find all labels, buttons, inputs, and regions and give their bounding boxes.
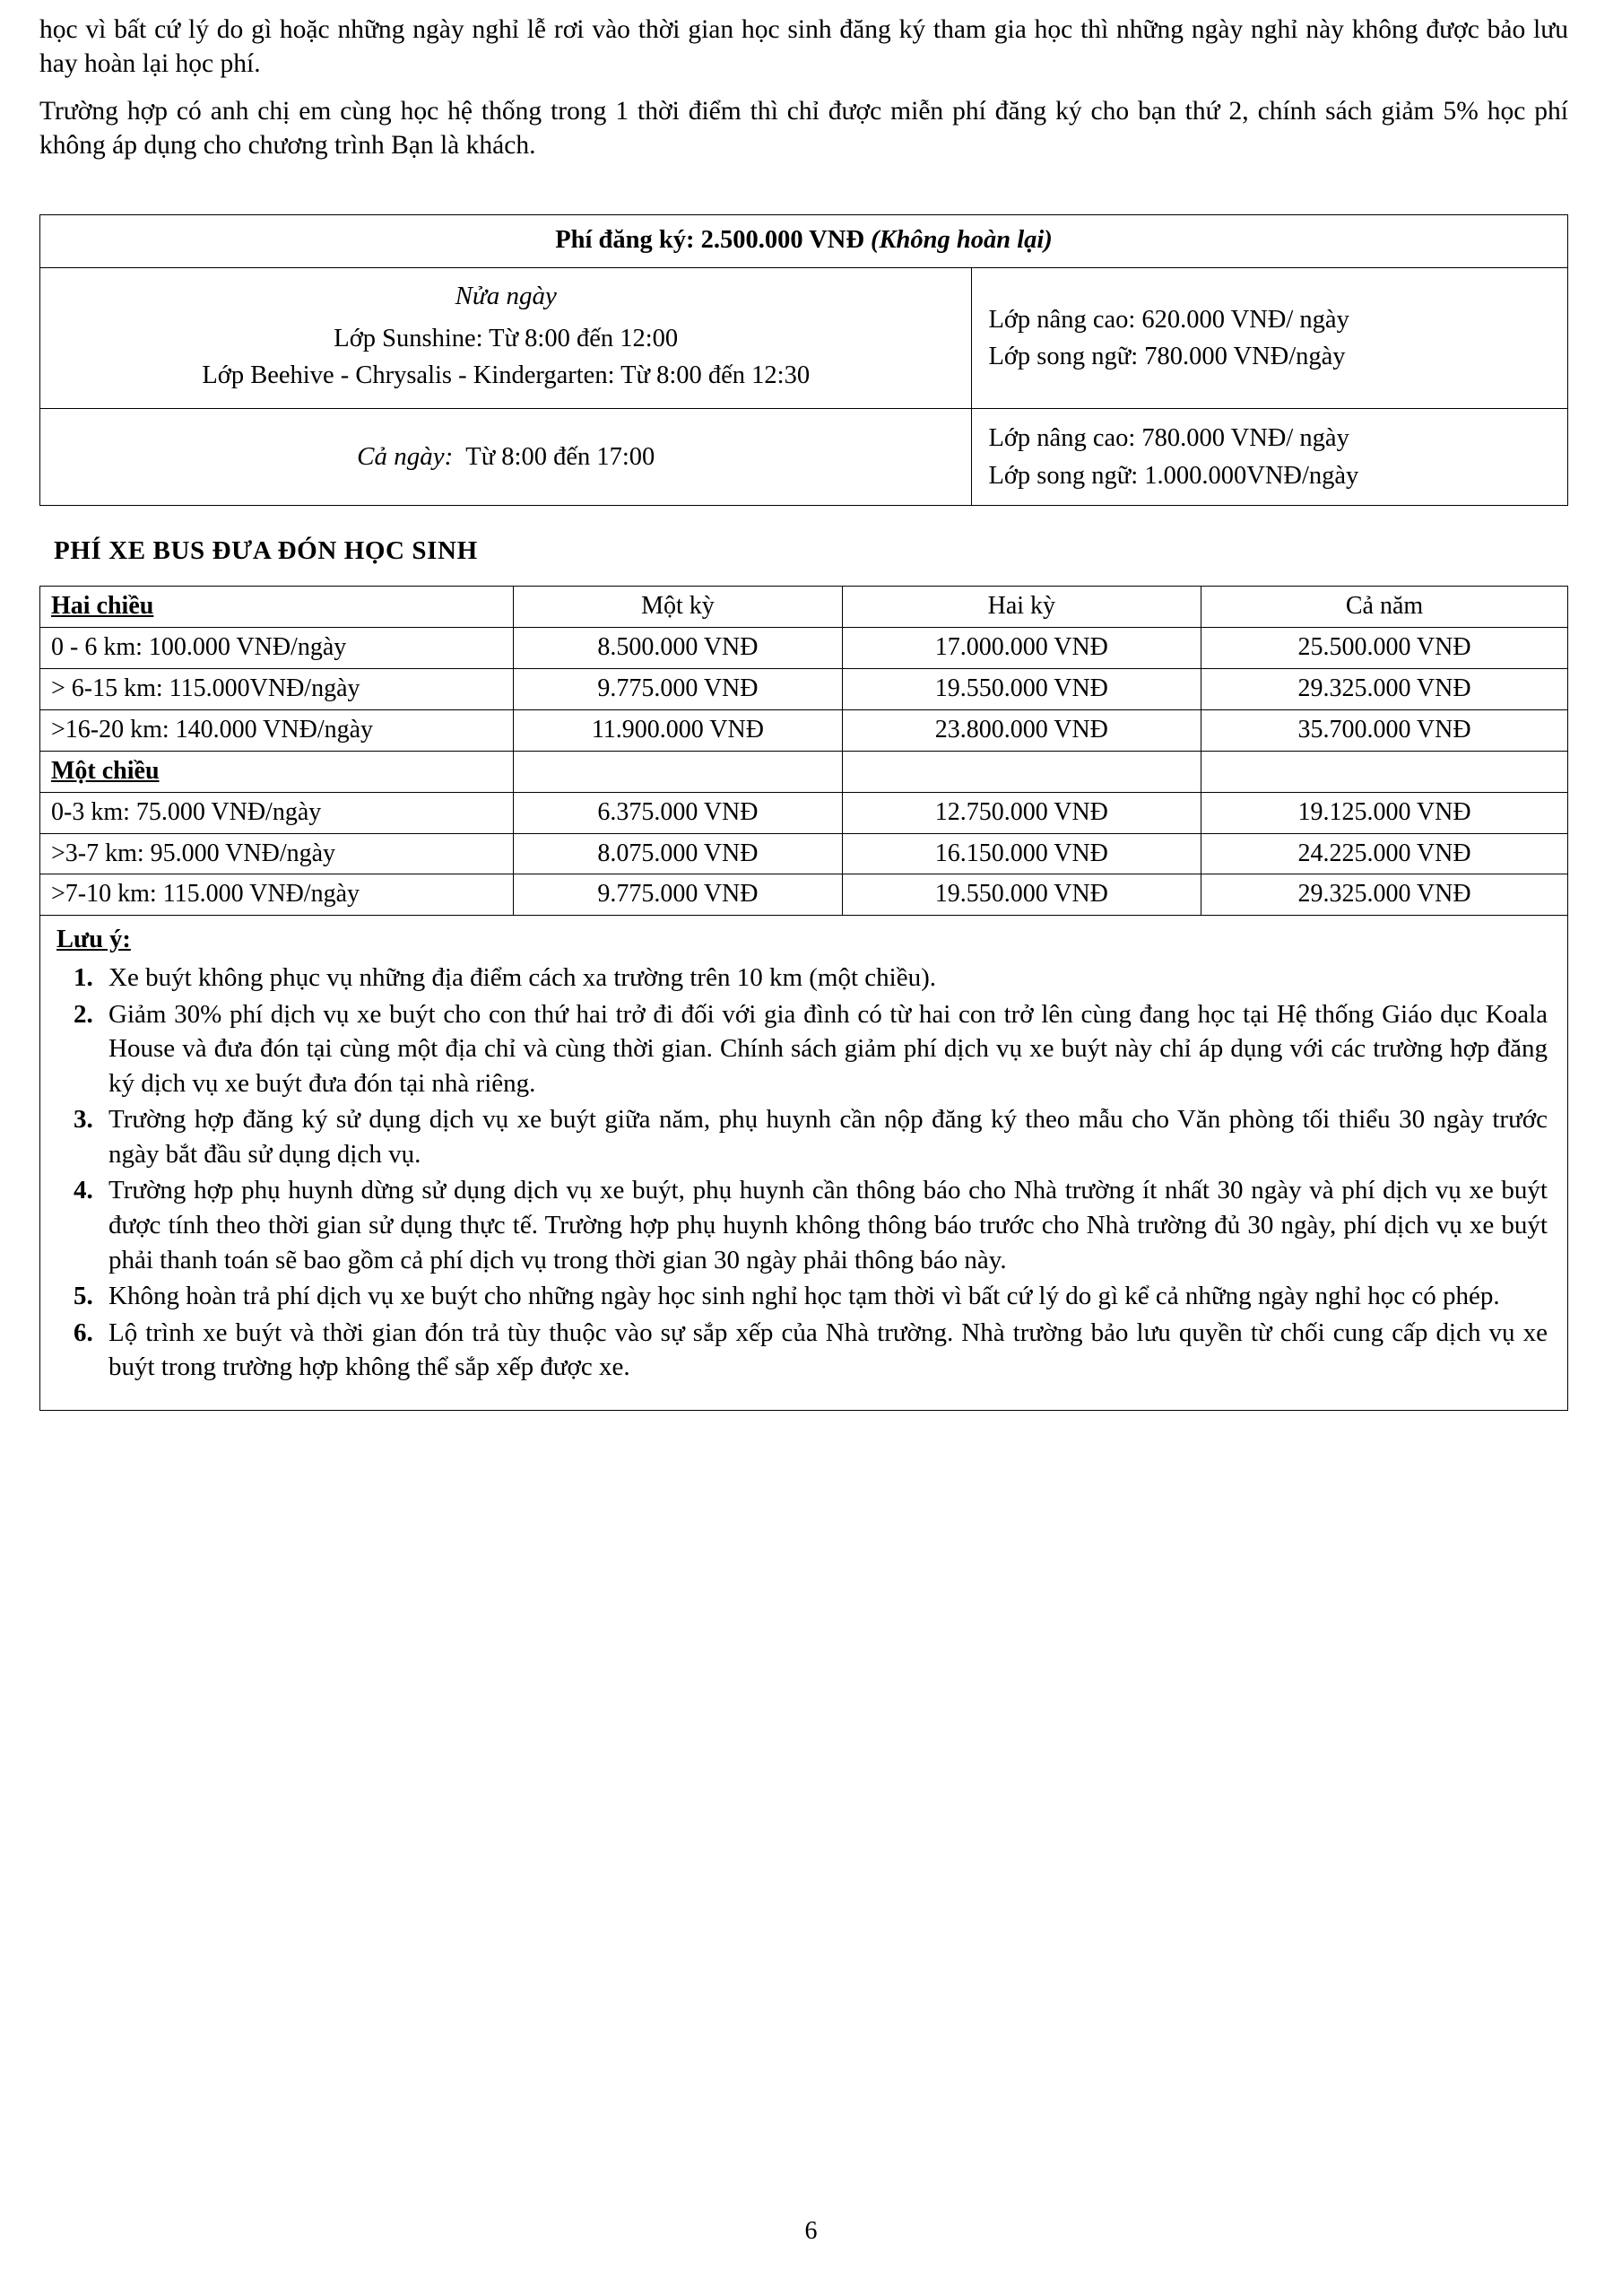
notes-title: Lưu ý:	[56, 926, 131, 954]
full-day-price-bilingual: Lớp song ngữ: 1.000.000VNĐ/ngày	[988, 461, 1359, 490]
registration-fee-italic: (Không hoàn lại)	[871, 226, 1053, 255]
table-row	[40, 409, 1568, 506]
two-way-r2-two-terms: 19.550.000 VNĐ	[842, 668, 1201, 709]
two-way-r1-full-year: 25.500.000 VNĐ	[1201, 627, 1568, 668]
intro-paragraph-2: Trường hợp có anh chị em cùng học hệ thống trong 1 thời điểm thì chỉ được miễn phí đăng ký cho bạn thứ 2, chính sách giảm 5% học phí không áp dụng cho chương trình Bạn là khách.	[39, 96, 1568, 161]
registration-fee-title	[40, 215, 1568, 268]
list-item: 2. Giảm 30% phí dịch vụ xe buýt cho con thứ hai trở đi đối với gia đình có từ hai con trở lên cùng đang học tại Hệ thống Giáo dục Koala House và đưa đón tại cùng một địa chỉ và cùng thời gian. Chính sách giảm phí dịch vụ xe buýt này chỉ áp dụng với các trường hợp đăng ký dịch vụ xe buýt đưa đón tại nhà riêng.	[100, 997, 1548, 1101]
full-day-cell	[40, 409, 972, 506]
one-way-r3-one-term: 9.775.000 VNĐ	[514, 874, 842, 916]
one-way-r2-one-term: 8.075.000 VNĐ	[514, 833, 842, 874]
one-way-range-1: 0-3 km: 75.000 VNĐ/ngày	[40, 792, 514, 833]
list-item: 6. Lộ trình xe buýt và thời gian đón trả tùy thuộc vào sự sắp xếp của Nhà trường. Nhà trường bảo lưu quyền từ chối cung cấp dịch vụ xe buýt trong trường hợp không thể sắp xếp được xe.	[100, 1316, 1548, 1385]
notes-cell	[40, 916, 1568, 1410]
two-way-r3-two-terms: 23.800.000 VNĐ	[842, 709, 1201, 751]
two-way-r2-one-term: 9.775.000 VNĐ	[514, 668, 842, 709]
one-way-r1-two-terms: 12.750.000 VNĐ	[842, 792, 1201, 833]
table-row	[40, 709, 1568, 751]
one-way-r1-one-term: 6.375.000 VNĐ	[514, 792, 842, 833]
one-way-r3-full-year: 29.325.000 VNĐ	[1201, 874, 1568, 916]
bus-section-heading: PHÍ XE BUS ĐƯA ĐÓN HỌC SINH	[54, 535, 478, 565]
half-day-price-advanced: Lớp nâng cao: 620.000 VNĐ/ ngày	[988, 305, 1349, 334]
two-way-r1-one-term: 8.500.000 VNĐ	[514, 627, 842, 668]
column-header-one-term: Một kỳ	[514, 586, 842, 627]
half-day-label: Nửa ngày	[455, 282, 557, 311]
full-day-time: Từ 8:00 đến 17:00	[465, 442, 655, 471]
table-row	[40, 215, 1568, 268]
table-row	[40, 268, 1568, 409]
two-way-r1-two-terms: 17.000.000 VNĐ	[842, 627, 1201, 668]
two-way-range-2: > 6-15 km: 115.000VNĐ/ngày	[40, 668, 514, 709]
two-way-r3-full-year: 35.700.000 VNĐ	[1201, 709, 1568, 751]
table-row	[40, 792, 1568, 833]
one-way-range-3: >7-10 km: 115.000 VNĐ/ngày	[40, 874, 514, 916]
list-item: 5. Không hoàn trả phí dịch vụ xe buýt cho những ngày học sinh nghỉ học tạm thời vì bất cứ lý do gì kể cả những ngày nghỉ học có phép.	[100, 1279, 1548, 1314]
subheader-spacer-3	[1201, 751, 1568, 792]
two-way-r2-full-year: 29.325.000 VNĐ	[1201, 668, 1568, 709]
two-way-r3-one-term: 11.900.000 VNĐ	[514, 709, 842, 751]
subheader-one-way: Một chiều	[40, 751, 514, 792]
subheader-spacer-1	[514, 751, 842, 792]
notes-list	[56, 961, 1548, 1385]
one-way-r3-two-terms: 19.550.000 VNĐ	[842, 874, 1201, 916]
list-item: 4. Trường hợp phụ huynh dừng sử dụng dịch vụ xe buýt, phụ huynh cần thông báo cho Nhà trường ít nhất 30 ngày và phí dịch vụ xe buýt được tính theo thời gian sử dụng thực tế. Trường hợp phụ huynh không thông báo trước cho Nhà trường đủ 30 ngày, phí dịch vụ xe buýt phải thanh toán sẽ bao gồm cả phí dịch vụ trong thời gian 30 ngày phải thông báo này.	[100, 1173, 1548, 1277]
registration-fee-bold: Phí đăng ký: 2.500.000 VNĐ	[555, 226, 872, 255]
column-header-two-way: Hai chiều	[40, 586, 514, 627]
full-day-label: Cả ngày:	[357, 441, 454, 471]
full-day-price-cell	[972, 409, 1568, 506]
half-day-line-1: Lớp Sunshine: Từ 8:00 đến 12:00	[334, 324, 679, 352]
page-number: 6	[804, 2217, 818, 2245]
subheader-spacer-2	[842, 751, 1201, 792]
half-day-cell	[40, 268, 972, 409]
one-way-range-2: >3-7 km: 95.000 VNĐ/ngày	[40, 833, 514, 874]
full-day-price-advanced: Lớp nâng cao: 780.000 VNĐ/ ngày	[988, 424, 1349, 453]
list-item: 3. Trường hợp đăng ký sử dụng dịch vụ xe buýt giữa năm, phụ huynh cần nộp đăng ký theo mẫu cho Văn phòng tối thiểu 30 ngày trước ngày bắt đầu sử dụng dịch vụ.	[100, 1102, 1548, 1171]
schedule-fee-table	[39, 214, 1568, 505]
intro-paragraph-1: học vì bất cứ lý do gì hoặc những ngày nghỉ lễ rơi vào thời gian học sinh đăng ký tham gia học thì những ngày nghỉ này không được bảo lưu hay hoàn lại học phí.	[39, 15, 1568, 79]
table-row	[40, 874, 1568, 916]
table-row	[40, 668, 1568, 709]
two-way-range-3: >16-20 km: 140.000 VNĐ/ngày	[40, 709, 514, 751]
table-row	[40, 833, 1568, 874]
bus-fee-table	[39, 586, 1568, 1411]
half-day-price-bilingual: Lớp song ngữ: 780.000 VNĐ/ngày	[988, 343, 1346, 371]
one-way-r2-full-year: 24.225.000 VNĐ	[1201, 833, 1568, 874]
notes-row	[40, 916, 1568, 1410]
column-header-two-terms: Hai kỳ	[842, 586, 1201, 627]
half-day-line-2: Lớp Beehive - Chrysalis - Kindergarten: Từ 8:00 đến 12:30	[202, 361, 811, 389]
column-header-full-year: Cả năm	[1201, 586, 1568, 627]
schedule-fee-table-wrapper	[39, 214, 1568, 505]
table-subheader-row	[40, 751, 1568, 792]
one-way-r2-two-terms: 16.150.000 VNĐ	[842, 833, 1201, 874]
one-way-r1-full-year: 19.125.000 VNĐ	[1201, 792, 1568, 833]
table-row	[40, 627, 1568, 668]
list-item: 1. Xe buýt không phục vụ những địa điểm cách xa trường trên 10 km (một chiều).	[100, 961, 1548, 996]
two-way-range-1: 0 - 6 km: 100.000 VNĐ/ngày	[40, 627, 514, 668]
intro-text-block	[39, 13, 1568, 162]
table-header-row	[40, 586, 1568, 627]
half-day-price-cell	[972, 268, 1568, 409]
